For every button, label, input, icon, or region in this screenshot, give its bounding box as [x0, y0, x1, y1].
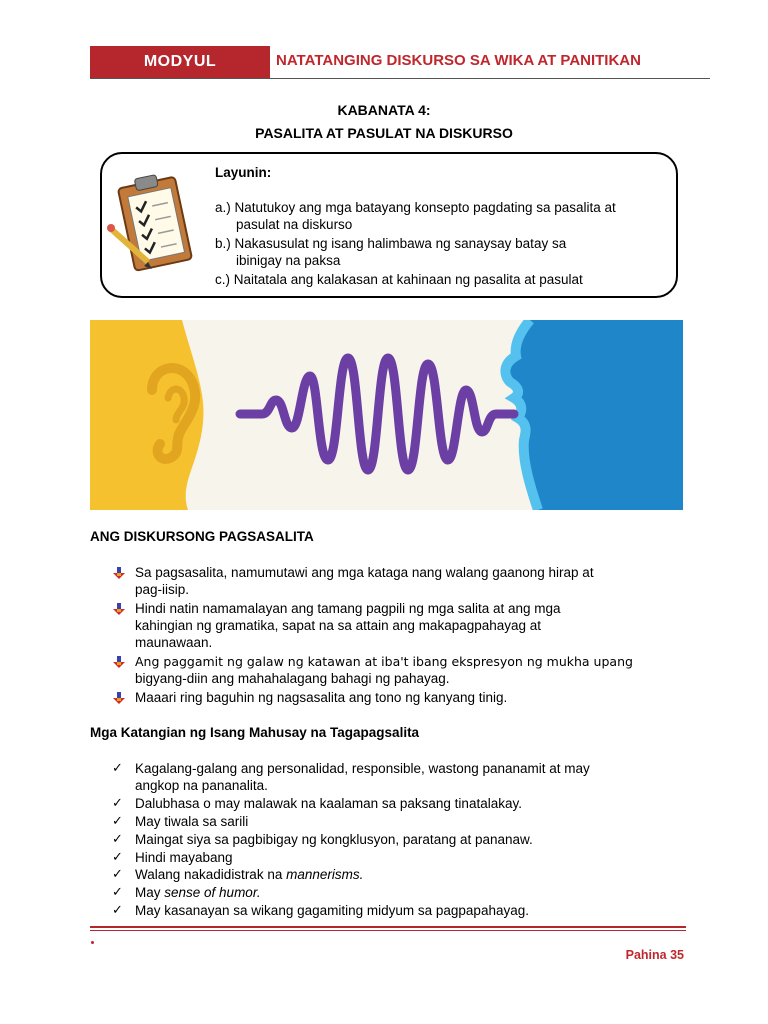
arrow-bullet-icon — [112, 656, 126, 670]
checkmark-icon: ✓ — [112, 832, 123, 847]
check-8: May kasanayan sa wikang gagamiting midyum sa pagpapahayag. — [135, 903, 529, 918]
objective-b-line2: ibinigay na paksa — [236, 253, 341, 268]
footer-dot — [91, 941, 94, 944]
arrow-bullet-icon — [112, 692, 126, 706]
module-title: NATATANGING DISKURSO SA WIKA AT PANITIKAN — [276, 52, 641, 69]
check-2: Dalubhasa o may malawak na kaalaman sa paksang tinatalakay. — [135, 796, 522, 811]
listen-speak-banner-image — [90, 320, 683, 510]
checkmark-icon: ✓ — [112, 885, 123, 900]
checkmark-icon: ✓ — [112, 903, 123, 918]
checkmark-icon: ✓ — [112, 850, 123, 865]
objectives-heading: Layunin: — [215, 165, 272, 180]
checkmark-icon: ✓ — [112, 796, 123, 811]
checkmark-icon: ✓ — [112, 867, 123, 882]
objective-c: c.) Naitatala ang kalakasan at kahinaan ng pasalita at pasulat — [215, 272, 583, 287]
bullet-1-line1: Sa pagsasalita, namumutawi ang mga kataga nang walang gaanong hirap at — [135, 565, 594, 580]
check-7-emphasis: sense of humor. — [164, 885, 261, 900]
check-5: Hindi mayabang — [135, 850, 233, 865]
header-rule — [90, 78, 710, 79]
check-4: Maingat siya sa pagbibigay ng kongklusyon, paratang at pananaw. — [135, 832, 533, 847]
objective-a-line1: a.) Natutukoy ang mga batayang konsepto pagdating sa pasalita at — [215, 200, 616, 215]
checkmark-icon: ✓ — [112, 761, 123, 776]
bullet-4: Maaari ring baguhin ng nagsasalita ang tono ng kanyang tinig. — [135, 690, 508, 705]
objective-a-line2: pasulat na diskurso — [236, 217, 353, 232]
check-7-text: May — [135, 885, 165, 900]
bullet-3-line1: Ang paggamit ng galaw ng katawan at iba't ibang ekspresyon ng mukha upang — [135, 654, 633, 669]
arrow-bullet-icon — [112, 603, 126, 617]
bullet-2-line2: kahingian ng gramatika, sapat na sa attain ang makapagpahayag at — [135, 618, 542, 633]
section-katangian-title: Mga Katangian ng Isang Mahusay na Tagapagsalita — [90, 725, 420, 740]
chapter-title: PASALITA AT PASULAT NA DISKURSO — [255, 125, 513, 141]
bullet-3-line2: bigyang-diin ang mahahalagang bahagi ng pahayag. — [135, 671, 450, 686]
modyul-label: MODYUL — [143, 53, 217, 70]
check-1-line2: angkop na pananalita. — [135, 778, 268, 793]
objective-b-line1: b.) Nakasusulat ng isang halimbawa ng sanaysay batay sa — [215, 236, 567, 251]
check-1-line1: Kagalang-galang ang personalidad, responsible, wastong pananamit at may — [135, 761, 590, 776]
check-7 — [135, 884, 261, 901]
chapter-number: KABANATA 4: — [337, 102, 431, 118]
footer-rule — [90, 926, 686, 928]
check-6 — [135, 866, 363, 883]
check-6-emphasis: mannerisms. — [286, 867, 364, 882]
page-number: Pahina 35 — [625, 948, 684, 962]
footer-rule-thin — [90, 930, 686, 931]
checkmark-icon: ✓ — [112, 814, 123, 829]
check-3: May tiwala sa sarili — [135, 814, 249, 829]
bullet-1-line2: pag-iisip. — [135, 582, 190, 597]
bullet-2-line3: maunawaan. — [135, 635, 213, 650]
clipboard-checklist-icon — [104, 170, 200, 274]
bullet-2-line1: Hindi natin namamalayan ang tamang pagpili ng mga salita at ang mga — [135, 601, 561, 616]
section-pagsasalita-title: ANG DISKURSONG PAGSASALITA — [90, 529, 314, 544]
arrow-bullet-icon — [112, 567, 126, 581]
check-6-text: Walang nakadidistrak na — [135, 867, 287, 882]
